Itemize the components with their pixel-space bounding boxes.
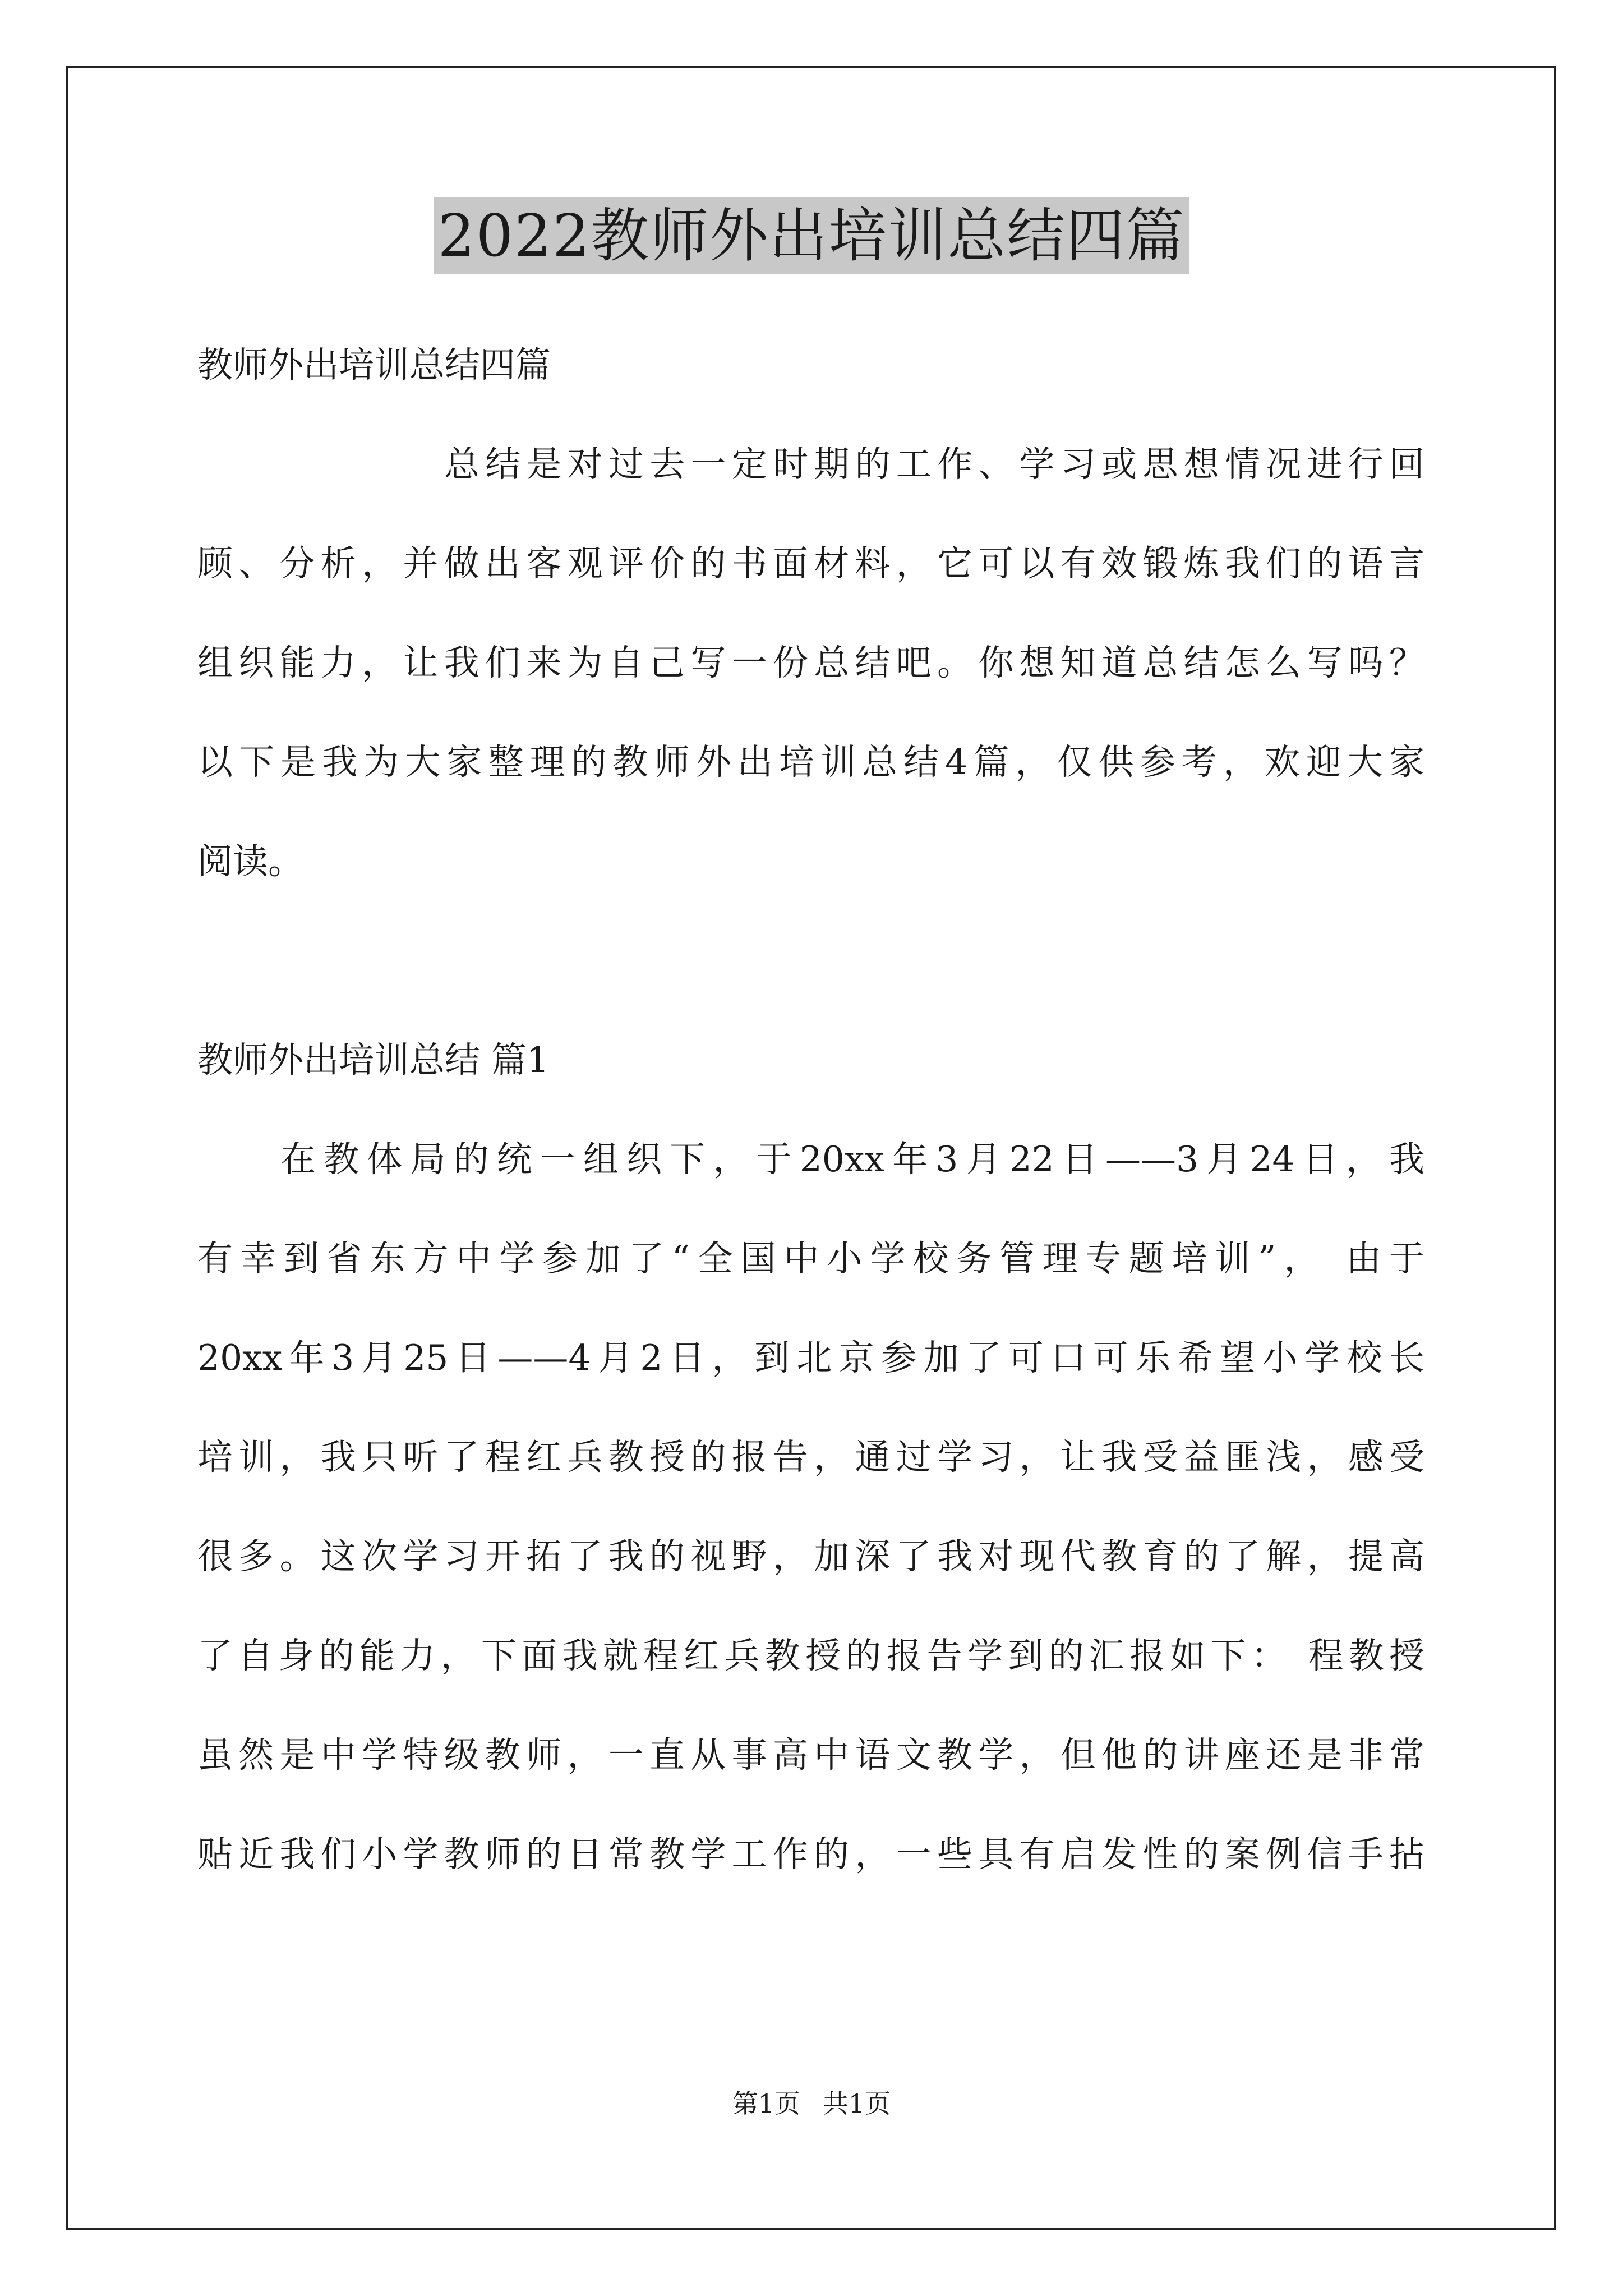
body-line: 培训，我只听了程红兵教授的报告，通过学习，让我受益匪浅，感受	[197, 1437, 1424, 1478]
title-container	[0, 197, 1623, 274]
intro-line: 顾、分析，并做出客观评价的书面材料，它可以有效锻炼我们的语言	[197, 543, 1424, 584]
intro-line: 组织能力，让我们来为自己写一份总结吧。你想知道总结怎么写吗？	[197, 642, 1424, 683]
section-heading: 教师外出培训总结 篇1	[197, 1039, 550, 1080]
intro-line: 以下是我为大家整理的教师外出培训总结4篇，仅供参考，欢迎大家	[197, 742, 1424, 783]
subtitle: 教师外出培训总结四篇	[197, 344, 551, 385]
document-body	[197, 315, 1424, 1904]
body-line: 20xx年3月25日——4月2日，到北京参加了可口可乐希望小学校长	[197, 1337, 1424, 1378]
page-total: 共1页	[823, 2088, 891, 2119]
body-line: 有幸到省东方中学参加了“全国中小学校务管理专题培训”， 由于	[197, 1238, 1424, 1279]
body-line: 在教体局的统一组织下，于20xx年3月22日——3月24日，我	[280, 1139, 1424, 1180]
page-footer	[0, 2087, 1623, 2120]
paragraph-gap	[197, 911, 1424, 1010]
body-line: 贴近我们小学教师的日常教学工作的，一些具有启发性的案例信手拈	[197, 1834, 1424, 1875]
intro-line: 阅读。	[197, 841, 303, 882]
document-title: 2022教师外出培训总结四篇	[434, 197, 1190, 274]
intro-line: 总结是对过去一定时期的工作、学习或思想情况进行回	[444, 444, 1424, 485]
body-line: 很多。这次学习开拓了我的视野，加深了我对现代教育的了解，提高	[197, 1536, 1424, 1577]
page-number: 第1页	[732, 2088, 800, 2119]
body-line: 了自身的能力，下面我就程红兵教授的报告学到的汇报如下： 程教授	[197, 1635, 1424, 1676]
body-line: 虽然是中学特级教师，一直从事高中语文教学，但他的讲座还是非常	[197, 1734, 1424, 1775]
